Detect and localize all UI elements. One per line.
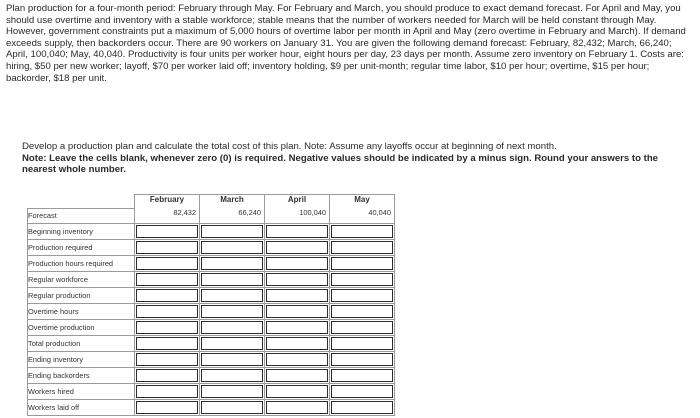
input-regular-workforce-april[interactable]	[266, 273, 328, 286]
input-total-production-february[interactable]	[136, 337, 198, 350]
input-ending-inventory-april[interactable]	[266, 353, 328, 366]
row-production-required	[28, 239, 395, 255]
cell-production-hours-required-april	[265, 255, 330, 271]
cell-workers-laid-off-may	[330, 399, 395, 415]
cell-regular-workforce-march	[200, 271, 265, 287]
forecast-march: 66,240	[200, 208, 265, 223]
input-ending-inventory-february[interactable]	[136, 353, 198, 366]
cell-ending-backorders-may	[330, 367, 395, 383]
input-ending-inventory-may[interactable]	[331, 353, 393, 366]
row-label-regular-workforce: Regular workforce	[28, 271, 135, 287]
input-overtime-production-march[interactable]	[201, 321, 263, 334]
input-ending-backorders-april[interactable]	[266, 369, 328, 382]
header-blank	[28, 195, 135, 209]
input-production-required-march[interactable]	[201, 241, 263, 254]
input-regular-production-may[interactable]	[331, 289, 393, 302]
cell-total-production-april	[265, 335, 330, 351]
input-workers-laid-off-may[interactable]	[331, 401, 393, 414]
input-production-hours-required-february[interactable]	[136, 257, 198, 270]
col-header-april: April	[265, 195, 330, 209]
input-overtime-production-may[interactable]	[331, 321, 393, 334]
cell-workers-hired-march	[200, 383, 265, 399]
row-overtime-hours	[28, 303, 395, 319]
cell-total-production-may	[330, 335, 395, 351]
forecast-may: 40,040	[330, 208, 395, 223]
input-total-production-april[interactable]	[266, 337, 328, 350]
input-regular-production-february[interactable]	[136, 289, 198, 302]
cell-workers-hired-may	[330, 383, 395, 399]
cell-overtime-hours-may	[330, 303, 395, 319]
instructions-note: Note: Leave the cells blank, whenever zero (0) is required. Negative values should be indicated by a minus sign. Round your answers to the nearest whole number.	[22, 152, 659, 176]
forecast-row	[28, 208, 395, 223]
cell-ending-inventory-april	[265, 351, 330, 367]
input-production-hours-required-april[interactable]	[266, 257, 328, 270]
cell-ending-inventory-february	[135, 351, 200, 367]
header-row	[28, 195, 395, 209]
cell-production-required-march	[200, 239, 265, 255]
row-label-production-hours-required: Production hours required	[28, 255, 135, 271]
row-label-total-production: Total production	[28, 335, 135, 351]
input-beginning-inventory-may[interactable]	[331, 225, 393, 238]
cell-overtime-hours-february	[135, 303, 200, 319]
input-beginning-inventory-february[interactable]	[136, 225, 198, 238]
cell-production-hours-required-february	[135, 255, 200, 271]
input-total-production-may[interactable]	[331, 337, 393, 350]
input-workers-hired-february[interactable]	[136, 385, 198, 398]
input-ending-backorders-february[interactable]	[136, 369, 198, 382]
cell-overtime-production-april	[265, 319, 330, 335]
row-regular-production	[28, 287, 395, 303]
cell-production-required-may	[330, 239, 395, 255]
cell-regular-workforce-may	[330, 271, 395, 287]
cell-regular-production-february	[135, 287, 200, 303]
production-plan-table	[27, 194, 395, 416]
input-regular-production-march[interactable]	[201, 289, 263, 302]
cell-regular-production-april	[265, 287, 330, 303]
input-workers-laid-off-march[interactable]	[201, 401, 263, 414]
problem-statement: Plan production for a four-month period: February through May. For February and March, you should produce to exact demand forecast. For April and May, you should use overtime and inventory with a stable workforce; stable means that the number of workers needed for March will be held constant through May. However, government constraints put a maximum of 5,000 hours of overtime labor per month in April and May (zero overtime in February and March). If demand exceeds supply, then backorders occur. There are 90 workers on January 31. You are given the following demand forecast: February, 82,432; March, 66,240; April, 100,040; May, 40,040. Productivity is four units per worker hour, eight hours per day, 23 days per month. Assume zero inventory on February 1. Costs are: hiring, $50 per new worker; layoff, $70 per worker laid off; inventory holding, $9 per unit-month; regular time labor, $10 per hour; overtime, $15 per hour; backorder, $18 per unit.	[6, 3, 686, 84]
row-workers-hired	[28, 383, 395, 399]
row-label-forecast: Forecast	[28, 208, 135, 223]
input-workers-hired-april[interactable]	[266, 385, 328, 398]
cell-production-hours-required-may	[330, 255, 395, 271]
input-production-required-may[interactable]	[331, 241, 393, 254]
cell-ending-backorders-march	[200, 367, 265, 383]
cell-regular-production-may	[330, 287, 395, 303]
row-beginning-inventory	[28, 223, 395, 239]
row-label-ending-inventory: Ending inventory	[28, 351, 135, 367]
cell-regular-workforce-april	[265, 271, 330, 287]
input-regular-workforce-march[interactable]	[201, 273, 263, 286]
cell-beginning-inventory-april	[265, 223, 330, 239]
input-regular-workforce-february[interactable]	[136, 273, 198, 286]
cell-beginning-inventory-may	[330, 223, 395, 239]
col-header-march: March	[200, 195, 265, 209]
input-ending-backorders-may[interactable]	[331, 369, 393, 382]
cell-workers-hired-february	[135, 383, 200, 399]
input-ending-backorders-march[interactable]	[201, 369, 263, 382]
input-overtime-hours-march[interactable]	[201, 305, 263, 318]
cell-total-production-february	[135, 335, 200, 351]
input-production-hours-required-march[interactable]	[201, 257, 263, 270]
row-label-production-required: Production required	[28, 239, 135, 255]
cell-regular-workforce-february	[135, 271, 200, 287]
instructions-text: Develop a production plan and calculate the total cost of this plan. Note: Assume any layoffs occur at beginning of next month.	[22, 141, 557, 152]
row-label-beginning-inventory: Beginning inventory	[28, 223, 135, 239]
cell-overtime-production-may	[330, 319, 395, 335]
input-production-hours-required-may[interactable]	[331, 257, 393, 270]
row-total-production	[28, 335, 395, 351]
row-overtime-production	[28, 319, 395, 335]
instructions	[22, 141, 682, 176]
forecast-february: 82,432	[135, 208, 200, 223]
row-workers-laid-off	[28, 399, 395, 415]
row-regular-workforce	[28, 271, 395, 287]
cell-ending-backorders-april	[265, 367, 330, 383]
col-header-february: February	[135, 195, 200, 209]
col-header-may: May	[330, 195, 395, 209]
input-overtime-production-april[interactable]	[266, 321, 328, 334]
input-workers-laid-off-february[interactable]	[136, 401, 198, 414]
cell-ending-inventory-may	[330, 351, 395, 367]
cell-workers-laid-off-february	[135, 399, 200, 415]
cell-workers-laid-off-march	[200, 399, 265, 415]
cell-overtime-hours-april	[265, 303, 330, 319]
cell-overtime-production-february	[135, 319, 200, 335]
row-label-regular-production: Regular production	[28, 287, 135, 303]
input-workers-hired-may[interactable]	[331, 385, 393, 398]
input-overtime-hours-february[interactable]	[136, 305, 198, 318]
input-beginning-inventory-march[interactable]	[201, 225, 263, 238]
input-production-required-february[interactable]	[136, 241, 198, 254]
cell-production-required-april	[265, 239, 330, 255]
input-regular-workforce-may[interactable]	[331, 273, 393, 286]
input-ending-inventory-march[interactable]	[201, 353, 263, 366]
cell-total-production-march	[200, 335, 265, 351]
cell-beginning-inventory-march	[200, 223, 265, 239]
row-label-overtime-hours: Overtime hours	[28, 303, 135, 319]
row-label-workers-laid-off: Workers laid off	[28, 399, 135, 415]
row-label-workers-hired: Workers hired	[28, 383, 135, 399]
row-label-overtime-production: Overtime production	[28, 319, 135, 335]
row-production-hours-required	[28, 255, 395, 271]
cell-overtime-production-march	[200, 319, 265, 335]
input-workers-laid-off-april[interactable]	[266, 401, 328, 414]
input-workers-hired-march[interactable]	[201, 385, 263, 398]
input-production-required-april[interactable]	[266, 241, 328, 254]
cell-workers-hired-april	[265, 383, 330, 399]
row-label-ending-backorders: Ending backorders	[28, 367, 135, 383]
cell-ending-inventory-march	[200, 351, 265, 367]
cell-regular-production-march	[200, 287, 265, 303]
cell-workers-laid-off-april	[265, 399, 330, 415]
cell-ending-backorders-february	[135, 367, 200, 383]
cell-beginning-inventory-february	[135, 223, 200, 239]
input-overtime-hours-may[interactable]	[331, 305, 393, 318]
cell-production-hours-required-march	[200, 255, 265, 271]
forecast-april: 100,040	[265, 208, 330, 223]
input-beginning-inventory-april[interactable]	[266, 225, 328, 238]
row-ending-backorders	[28, 367, 395, 383]
input-overtime-production-february[interactable]	[136, 321, 198, 334]
input-overtime-hours-april[interactable]	[266, 305, 328, 318]
row-ending-inventory	[28, 351, 395, 367]
input-regular-production-april[interactable]	[266, 289, 328, 302]
cell-production-required-february	[135, 239, 200, 255]
input-total-production-march[interactable]	[201, 337, 263, 350]
cell-overtime-hours-march	[200, 303, 265, 319]
